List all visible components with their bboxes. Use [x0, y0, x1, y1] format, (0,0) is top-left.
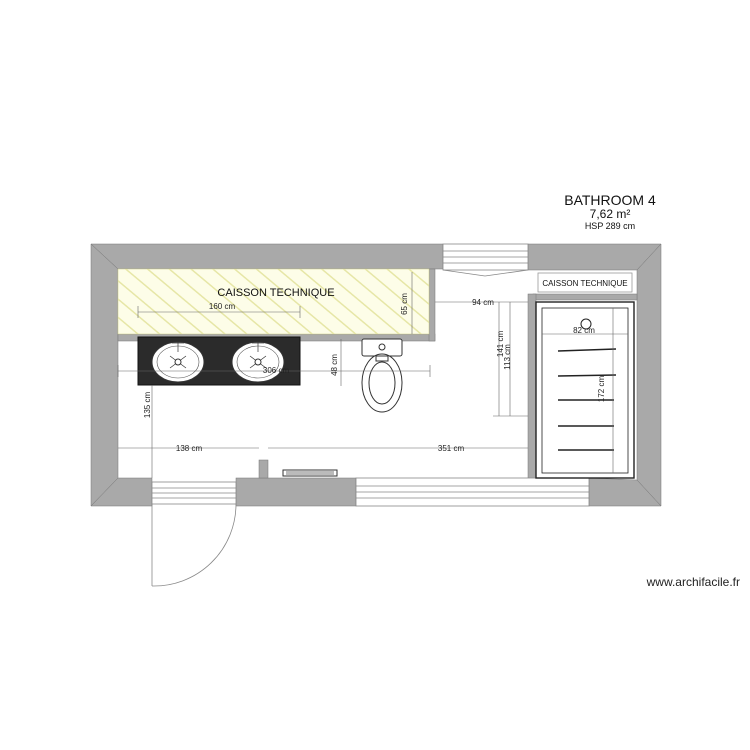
wall-top-left — [91, 244, 443, 269]
dim-shower-width: 82 cm — [573, 326, 595, 335]
caisson-right-label: CAISSON TECHNIQUE — [542, 279, 628, 288]
dim-wall-113: 113 cm — [503, 344, 512, 370]
caisson-left-label: CAISSON TECHNIQUE — [217, 287, 335, 299]
top-window — [443, 244, 528, 276]
dim-wall-141: 141 cm — [496, 330, 505, 358]
entrance-door — [152, 482, 236, 586]
bottom-window — [356, 478, 589, 506]
room-area: 7,62 m² — [589, 207, 631, 221]
right-caisson-bottom — [533, 294, 637, 300]
toilet-bowl — [362, 354, 402, 412]
toilet-tank — [362, 339, 402, 356]
caisson-hatch — [118, 269, 429, 334]
room-name: BATHROOM 4 — [564, 192, 656, 208]
drain-left — [175, 359, 181, 365]
caisson-partition-right — [429, 269, 435, 341]
dim-vanity-depth: 48 cm — [330, 354, 339, 376]
toilet — [362, 339, 402, 412]
small-pillar — [259, 460, 268, 478]
room-title-block — [540, 192, 680, 232]
room-ceiling-height: HSP 289 cm — [584, 221, 636, 231]
wall-left — [91, 244, 118, 506]
dim-corridor-width: 94 cm — [472, 298, 494, 307]
dim-caisson-depth: 65 cm — [400, 293, 409, 315]
drain-right — [255, 359, 261, 365]
dim-vanity-width: 160 cm — [208, 302, 236, 311]
wall-right — [637, 244, 661, 506]
floor-radiator — [283, 470, 337, 476]
door-swing-arc — [152, 504, 236, 586]
watermark: www.archifacile.fr — [646, 575, 740, 589]
dim-shower-length: 172 cm — [597, 375, 606, 403]
dim-height-left: 135 cm — [143, 391, 152, 419]
dim-bottom-left: 138 cm — [175, 444, 203, 453]
wall-bottom-middle — [236, 478, 356, 506]
double-vanity — [138, 337, 300, 385]
shower-side-wall — [528, 294, 536, 480]
dim-bottom-right: 351 cm — [437, 444, 465, 453]
dim-sink-axis: 306 cm — [262, 366, 290, 375]
